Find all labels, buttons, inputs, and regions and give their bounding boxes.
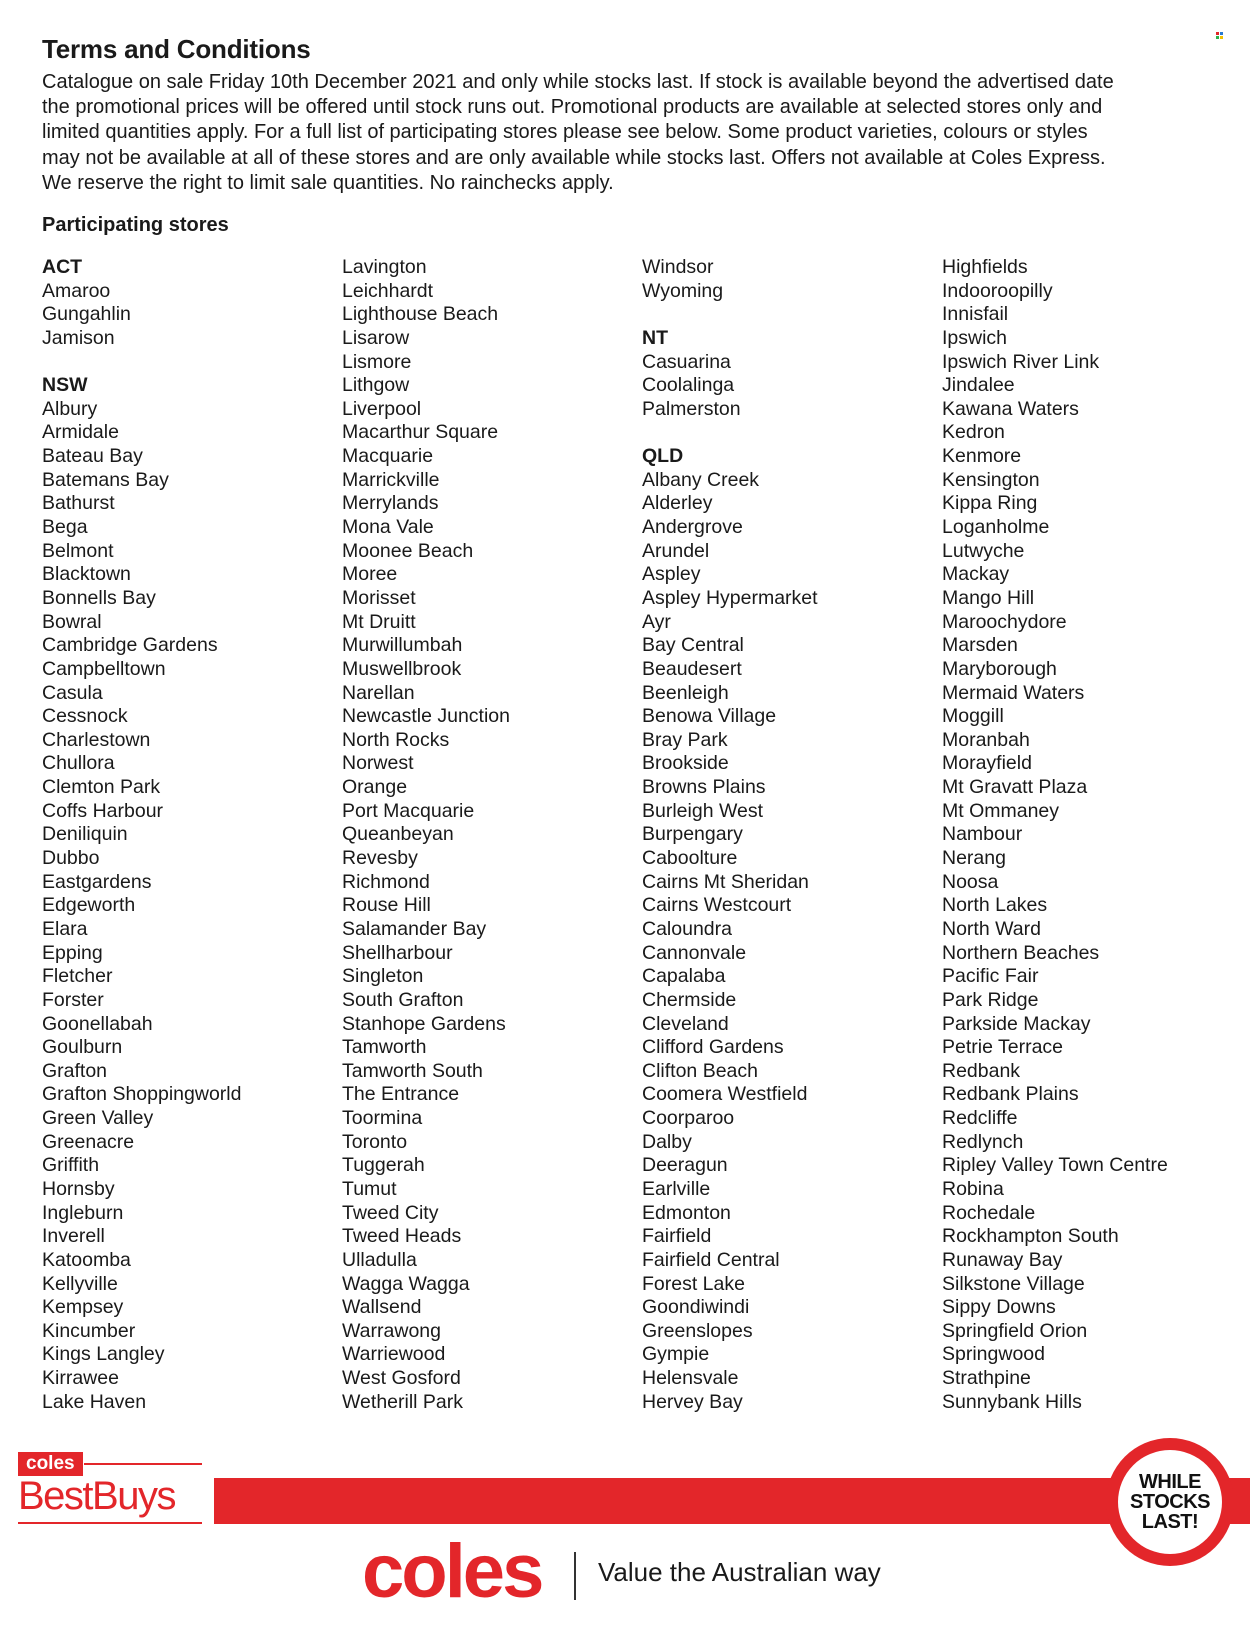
store-name: Gympie (642, 1343, 710, 1366)
store-name: Marsden (942, 634, 1018, 657)
store-name: Fairfield Central (642, 1248, 780, 1271)
store-name: Belmont (42, 539, 114, 562)
store-name: Cessnock (42, 705, 128, 728)
store-name: Moree (342, 563, 398, 586)
store-name: Eastgardens (42, 870, 152, 893)
store-name: Springfield Orion (942, 1319, 1088, 1342)
store-name: Campbelltown (42, 657, 166, 680)
store-name: Northern Beaches (942, 941, 1100, 964)
store-name: Charlestown (42, 728, 151, 751)
store-name: Jamison (42, 326, 115, 349)
store-name: Muswellbrook (342, 657, 462, 680)
store-name: Mona Vale (342, 516, 434, 539)
store-name: Coorparoo (642, 1107, 735, 1130)
store-name: Mt Druitt (342, 610, 416, 633)
store-name: Mackay (942, 563, 1010, 586)
store-name: Cleveland (642, 1012, 729, 1035)
store-name: Toronto (342, 1130, 408, 1153)
store-name: Indooroopilly (942, 279, 1053, 302)
store-name: Lighthouse Beach (342, 303, 499, 326)
state-heading: NT (642, 326, 668, 349)
store-name: Forest Lake (642, 1272, 745, 1295)
store-name: Wetherill Park (342, 1390, 464, 1413)
store-name: Strathpine (942, 1367, 1031, 1390)
store-name: Ipswich River Link (942, 350, 1100, 373)
store-name: Rouse Hill (342, 894, 431, 917)
store-name: Cannonvale (642, 941, 747, 964)
store-name: Leichhardt (342, 279, 434, 302)
store-name: Grafton Shoppingworld (42, 1083, 242, 1106)
store-name: Toormina (342, 1107, 423, 1130)
logo-divider (574, 1552, 576, 1600)
bestbuys-coles-tag: coles (18, 1452, 83, 1476)
spacer (42, 351, 332, 375)
store-name: Kellyville (42, 1272, 118, 1295)
store-name: Griffith (42, 1154, 100, 1177)
store-name: Hornsby (42, 1177, 115, 1200)
store-name: Bowral (42, 610, 102, 633)
store-name: Pacific Fair (942, 965, 1039, 988)
store-name: Aspley (642, 563, 701, 586)
store-name: Marrickville (342, 468, 440, 491)
store-name: Rochedale (942, 1201, 1036, 1224)
store-name: Shellharbour (342, 941, 453, 964)
store-name: Tumut (342, 1177, 397, 1200)
store-name: Lismore (342, 350, 412, 373)
store-name: Kensington (942, 468, 1040, 491)
store-name: Green Valley (42, 1107, 154, 1130)
store-name: South Grafton (342, 988, 464, 1011)
store-name: Macquarie (342, 445, 434, 468)
terms-line: the promotional prices will be offered until stock runs out. Promotional products are available at selected stores only and (42, 96, 1103, 119)
store-name: Dalby (642, 1130, 692, 1153)
store-name: Hervey Bay (642, 1390, 743, 1413)
bestbuys-underline (18, 1522, 202, 1524)
store-name: Goondiwindi (642, 1296, 750, 1319)
store-name: Lithgow (342, 374, 410, 397)
store-name: Grafton (42, 1059, 108, 1082)
corner-color-mark (1216, 32, 1224, 40)
store-column-3 (642, 256, 932, 1414)
store-name: North Rocks (342, 728, 450, 751)
store-name: Palmerston (642, 397, 741, 420)
store-name: Bathurst (42, 492, 115, 515)
store-name: Elara (42, 917, 88, 940)
store-name: Redcliffe (942, 1107, 1018, 1130)
coles-logo: coles (362, 1529, 542, 1614)
store-name: Chullora (42, 752, 115, 775)
store-name: Lavington (342, 256, 427, 278)
store-name: Norwest (342, 752, 414, 775)
store-name: Earlville (642, 1177, 711, 1200)
store-name: Tweed City (342, 1201, 439, 1224)
store-name: Lisarow (342, 326, 410, 349)
page-title: Terms and Conditions (42, 34, 311, 64)
store-name: Capalaba (642, 965, 726, 988)
store-name: Kawana Waters (942, 397, 1079, 420)
store-name: Brookside (642, 752, 729, 775)
store-name: Nambour (942, 823, 1023, 846)
store-name: Goonellabah (42, 1012, 153, 1035)
store-name: Tamworth South (342, 1059, 483, 1082)
store-name: Helensvale (642, 1367, 739, 1390)
store-name: Ipswich (942, 326, 1008, 349)
store-name: Singleton (342, 965, 424, 988)
store-name: Lutwyche (942, 539, 1025, 562)
store-name: Noosa (942, 870, 999, 893)
store-name: Morisset (342, 586, 416, 609)
store-name: Aspley Hypermarket (642, 586, 818, 609)
store-name: Warrawong (342, 1319, 441, 1342)
store-name: Albany Creek (642, 468, 760, 491)
badge-inner-circle (1118, 1450, 1222, 1554)
store-name: Alderley (642, 492, 713, 515)
store-name: North Lakes (942, 894, 1048, 917)
store-name: Bonnells Bay (42, 586, 156, 609)
store-name: Sippy Downs (942, 1296, 1056, 1319)
store-name: Caboolture (642, 847, 738, 870)
store-name: West Gosford (342, 1367, 461, 1390)
badge-line: WHILE (1139, 1471, 1201, 1493)
store-name: Mt Ommaney (942, 799, 1060, 822)
store-name: Richmond (342, 870, 430, 893)
terms-line: We reserve the right to limit sale quantities. No rainchecks apply. (42, 171, 614, 194)
store-name: Park Ridge (942, 988, 1039, 1011)
store-name: Bray Park (642, 728, 728, 751)
store-column-1 (42, 256, 332, 1414)
store-name: Redbank (942, 1059, 1021, 1082)
store-name: Batemans Bay (42, 468, 169, 491)
store-name: Cairns Mt Sheridan (642, 870, 809, 893)
store-name: Kippa Ring (942, 492, 1038, 515)
store-name: Kenmore (942, 445, 1022, 468)
store-name: Kings Langley (42, 1343, 165, 1366)
store-name: Casuarina (642, 350, 731, 373)
store-column-4 (942, 256, 1232, 1414)
store-name: Windsor (642, 256, 714, 278)
store-name: Benowa Village (642, 705, 777, 728)
store-name: Kedron (942, 421, 1005, 444)
store-name: Redbank Plains (942, 1083, 1079, 1106)
store-name: Wyoming (642, 279, 724, 302)
store-name: Silkstone Village (942, 1272, 1085, 1295)
spacer (642, 303, 932, 327)
store-name: Mermaid Waters (942, 681, 1085, 704)
store-name: Narellan (342, 681, 415, 704)
store-name: Murwillumbah (342, 634, 463, 657)
store-name: Coffs Harbour (42, 799, 164, 822)
store-name: Armidale (42, 421, 119, 444)
store-name: Maroochydore (942, 610, 1067, 633)
store-name: Albury (42, 397, 98, 420)
store-name: Ayr (642, 610, 671, 633)
store-name: Tamworth (342, 1036, 427, 1059)
store-name: Mango Hill (942, 586, 1035, 609)
state-heading: ACT (42, 256, 83, 278)
store-name: Mt Gravatt Plaza (942, 776, 1088, 799)
store-name: Lake Haven (42, 1390, 147, 1413)
store-name: Liverpool (342, 397, 422, 420)
footer-red-bar (214, 1478, 1250, 1524)
store-name: Amaroo (42, 279, 111, 302)
store-name: Casula (42, 681, 103, 704)
store-name: Tuggerah (342, 1154, 425, 1177)
store-name: Warriewood (342, 1343, 446, 1366)
store-name: Gungahlin (42, 303, 131, 326)
store-name: Arundel (642, 539, 710, 562)
store-name: Fletcher (42, 965, 113, 988)
store-name: Bateau Bay (42, 445, 143, 468)
store-name: Tweed Heads (342, 1225, 462, 1248)
state-heading: QLD (642, 445, 684, 468)
store-name: Merrylands (342, 492, 439, 515)
store-name: Clifton Beach (642, 1059, 758, 1082)
store-name: Burpengary (642, 823, 743, 846)
tagline: Value the Australian way (598, 1557, 881, 1587)
store-name: Wallsend (342, 1296, 422, 1319)
store-name: Clemton Park (42, 776, 161, 799)
bestbuys-logo (18, 1452, 202, 1524)
store-name: Redlynch (942, 1130, 1024, 1153)
store-name: Moranbah (942, 728, 1030, 751)
store-name: Queanbeyan (342, 823, 454, 846)
store-name: Sunnybank Hills (942, 1390, 1082, 1413)
store-name: Loganholme (942, 516, 1050, 539)
store-name: Salamander Bay (342, 917, 487, 940)
store-name: Kempsey (42, 1296, 124, 1319)
store-name: Kirrawee (42, 1367, 119, 1390)
store-name: Rockhampton South (942, 1225, 1119, 1248)
store-name: Orange (342, 776, 408, 799)
store-name: Cambridge Gardens (42, 634, 218, 657)
store-name: Highfields (942, 256, 1028, 278)
spacer (642, 421, 932, 445)
store-name: Coomera Westfield (642, 1083, 808, 1106)
store-name: Maryborough (942, 657, 1057, 680)
terms-line: may not be available at all of these stores and are only available while stocks last. Offers not available at Coles Express. (42, 146, 1106, 169)
bestbuys-wordmark: BestBuys (18, 1474, 175, 1518)
store-name: Petrie Terrace (942, 1036, 1064, 1059)
store-name: Blacktown (42, 563, 131, 586)
badge-line: LAST! (1141, 1511, 1199, 1533)
store-name: Macarthur Square (342, 421, 499, 444)
store-name: Ingleburn (42, 1201, 124, 1224)
store-name: Jindalee (942, 374, 1015, 397)
store-name: Stanhope Gardens (342, 1012, 506, 1035)
store-name: Innisfail (942, 303, 1009, 326)
store-name: Coolalinga (642, 374, 735, 397)
terms-paragraph (42, 70, 1222, 196)
badge-line: STOCKS (1130, 1491, 1210, 1513)
store-name: Greenacre (42, 1130, 135, 1153)
store-name: Caloundra (642, 917, 732, 940)
while-stocks-last-badge (1106, 1438, 1234, 1566)
store-name: North Ward (942, 917, 1041, 940)
store-name: Clifford Gardens (642, 1036, 784, 1059)
bestbuys-top-rule (84, 1463, 202, 1465)
store-name: Parkside Mackay (942, 1012, 1091, 1035)
store-name: Robina (942, 1177, 1004, 1200)
store-name: Ripley Valley Town Centre (942, 1154, 1168, 1177)
store-column-2 (342, 256, 632, 1414)
store-name: Bega (42, 516, 88, 539)
store-name: The Entrance (342, 1083, 460, 1106)
participating-stores-heading: Participating stores (42, 214, 229, 236)
store-name: Deeragun (642, 1154, 728, 1177)
store-name: Morayfield (942, 752, 1032, 775)
store-name: Goulburn (42, 1036, 123, 1059)
store-name: Andergrove (642, 516, 743, 539)
store-name: Dubbo (42, 847, 100, 870)
store-name: Burleigh West (642, 799, 764, 822)
store-name: Revesby (342, 847, 418, 870)
store-name: Ulladulla (342, 1248, 417, 1271)
store-name: Chermside (642, 988, 737, 1011)
store-name: Springwood (942, 1343, 1045, 1366)
terms-line: Catalogue on sale Friday 10th December 2021 and only while stocks last. If stock is available beyond the advertised date (42, 71, 1114, 93)
state-heading: NSW (42, 374, 88, 397)
store-name: Edgeworth (42, 894, 136, 917)
store-name: Forster (42, 988, 104, 1011)
store-name: Browns Plains (642, 776, 766, 799)
store-name: Beaudesert (642, 657, 742, 680)
store-name: Newcastle Junction (342, 705, 510, 728)
store-name: Port Macquarie (342, 799, 475, 822)
store-name: Nerang (942, 847, 1006, 870)
store-name: Bay Central (642, 634, 744, 657)
store-name: Fairfield (642, 1225, 712, 1248)
store-name: Wagga Wagga (342, 1272, 470, 1295)
store-name: Edmonton (642, 1201, 731, 1224)
store-name: Runaway Bay (942, 1248, 1063, 1271)
terms-line: limited quantities apply. For a full list of participating stores please see below. Some product varieties, colours or styles (42, 121, 1088, 144)
store-name: Deniliquin (42, 823, 128, 846)
store-name: Moggill (942, 705, 1004, 728)
store-name: Katoomba (42, 1248, 131, 1271)
store-name: Inverell (42, 1225, 105, 1248)
store-name: Epping (42, 941, 103, 964)
store-name: Cairns Westcourt (642, 894, 792, 917)
store-name: Moonee Beach (342, 539, 474, 562)
store-name: Greenslopes (642, 1319, 753, 1342)
store-name: Beenleigh (642, 681, 729, 704)
store-name: Kincumber (42, 1319, 136, 1342)
